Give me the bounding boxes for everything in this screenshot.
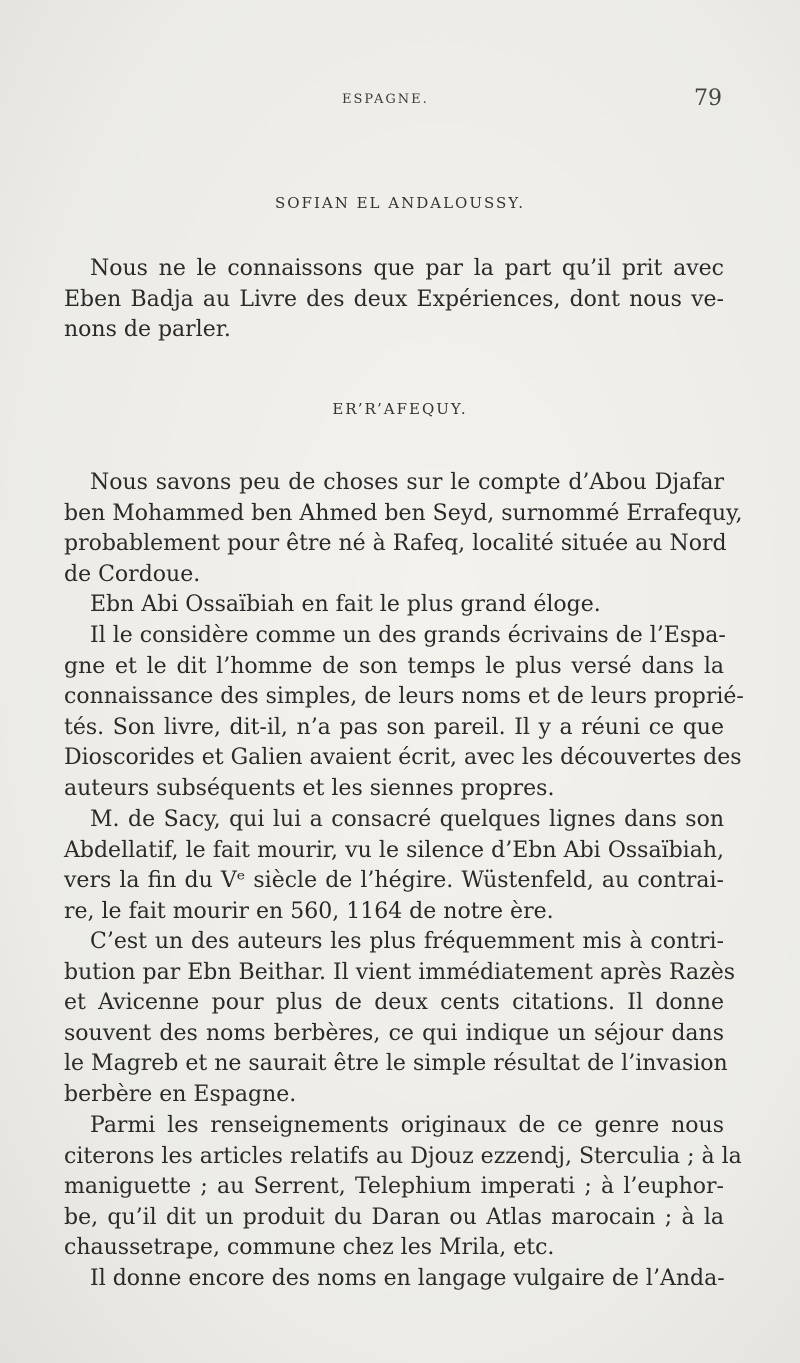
section-heading-sofian: SOFIAN EL ANDALOUSSY. [274, 194, 526, 212]
text-line: re, le fait mourir en 560, 1164 de notre ère. [64, 898, 554, 924]
text-line: connaissance des simples, de leurs noms et de leurs proprié- [64, 684, 744, 709]
text-line: nons de parler. [64, 317, 231, 342]
text-line: berbère en Espagne. [64, 1081, 297, 1107]
text-line: Ebn Abi Ossaïbiah en fait le plus grand éloge. [90, 592, 601, 617]
text-line: Parmi les renseignements originaux de ce genre nous [90, 1113, 724, 1138]
page-number: 79 [694, 86, 722, 111]
text-line: bution par Ebn Beithar. Il vient immédiatement après Razès [64, 959, 736, 985]
text-line: M. de Sacy, qui lui a consacré quelques lignes dans son [90, 807, 724, 832]
running-head [0, 86, 800, 116]
text-line: be, qu’il dit un produit du Daran ou Atlas marocain ; à la [64, 1204, 724, 1230]
text-line: Nous ne le connaissons que par la part qu’il prit avec [90, 256, 724, 281]
text-line: Il donne encore des noms en langage vulgaire de l’Anda- [90, 1266, 725, 1291]
text-line: Nous savons peu de choses sur le compte d’Abou Djafar [90, 470, 724, 495]
running-title: ESPAGNE. [342, 92, 429, 107]
paragraph-1 [64, 468, 743, 590]
paragraph-7 [64, 1264, 724, 1295]
paragraph-5 [64, 927, 736, 1110]
text-line: auteurs subséquents et les siennes propres. [64, 775, 555, 801]
text-line: chaussetrape, commune chez les Mrila, etc. [64, 1235, 555, 1260]
text-line: gne et le dit l’homme de son temps le plus versé dans la [64, 653, 724, 679]
text-line: probablement pour être né à Rafeq, localité située au Nord [64, 531, 727, 556]
text-line: de Cordoue. [64, 561, 201, 587]
section-heading-errafequy: ER’R’AFEQUY. [332, 400, 468, 418]
text-line: C’est un des auteurs les plus fréquemment mis à contri- [90, 929, 724, 954]
text-line: le Magreb et ne saurait être le simple résultat de l’invasion [64, 1051, 728, 1076]
text-line: Il le considère comme un des grands écrivains de l’Espa- [90, 623, 726, 648]
text-line: vers la fin du Vᵉ siècle de l’hégire. Wüstenfeld, au contrai- [64, 868, 724, 893]
text-line: ben Mohammed ben Ahmed ben Seyd, surnommé Errafequy, [64, 500, 743, 526]
text-line: souvent des noms berbères, ce qui indique un séjour dans [64, 1020, 724, 1046]
text-line: Abdellatif, le fait mourir, vu le silence d’Ebn Abi Ossaïbiah, [64, 837, 724, 863]
paragraph-4 [64, 805, 724, 927]
paragraph-6 [64, 1111, 742, 1264]
paragraph-3 [64, 621, 744, 804]
text-line: et Avicenne pour plus de deux cents citations. Il donne [64, 990, 724, 1015]
text-line: Eben Badja au Livre des deux Expériences, dont nous ve- [64, 286, 724, 312]
text-line: maniguette ; au Serrent, Telephium imperati ; à l’euphor- [64, 1174, 724, 1199]
text-line: tés. Son livre, dit-il, n’a pas son pareil. Il y a réuni ce que [64, 714, 724, 740]
text-line: citerons les articles relatifs au Djouz ezzendj, Sterculia ; à la [64, 1143, 742, 1169]
paragraph-2 [64, 590, 724, 621]
paragraph-sofian [64, 254, 724, 346]
text-line: Dioscorides et Galien avaient écrit, avec les découvertes des [64, 745, 742, 770]
